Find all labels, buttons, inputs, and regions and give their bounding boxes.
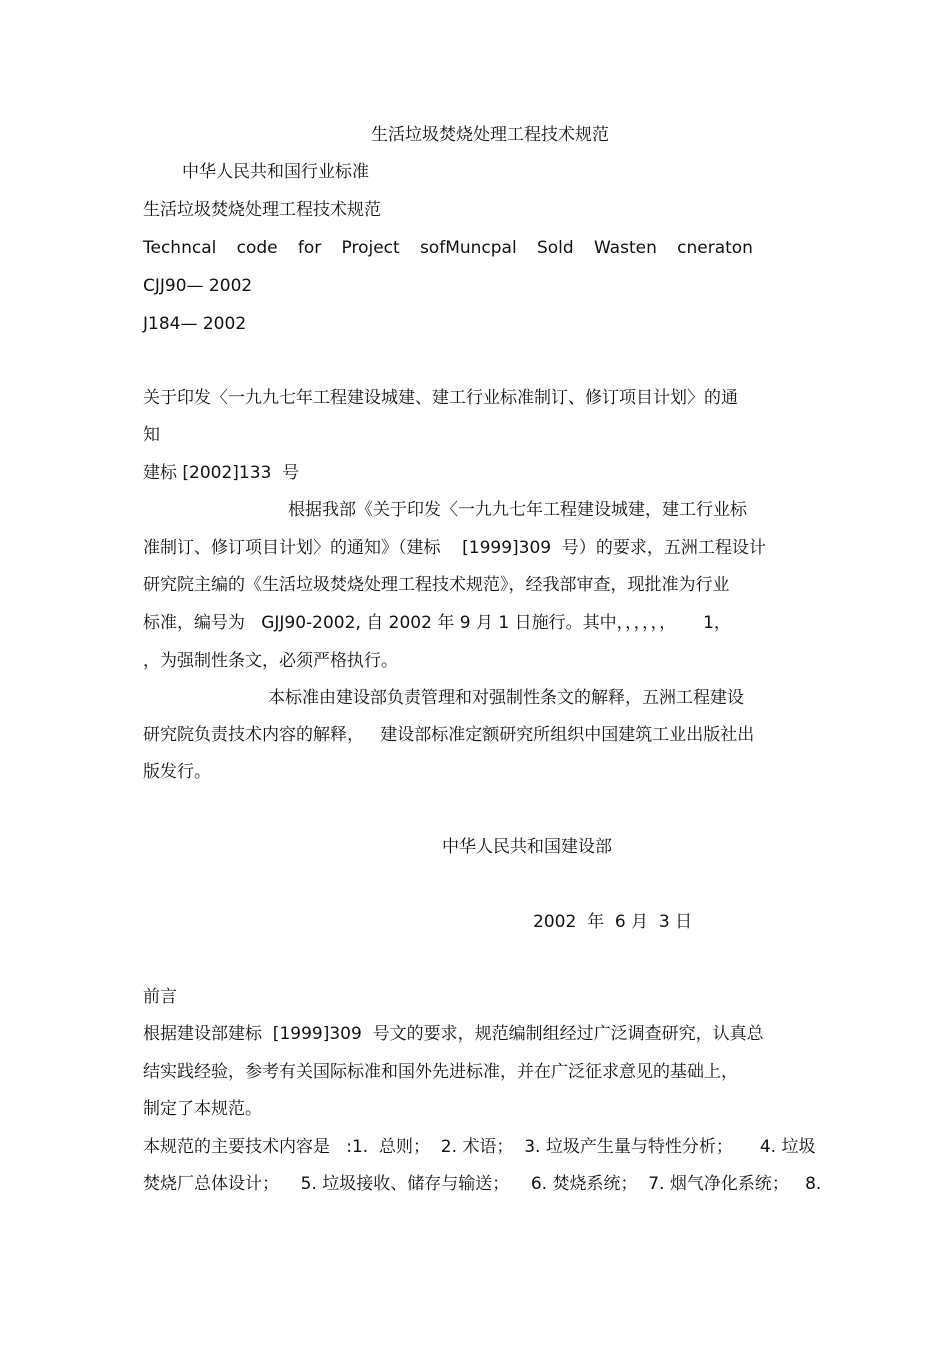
- notice-para-line: 准制订、修订项目计划〉的通知》（建标 [1999]309 号）的要求，五洲工程设计: [143, 538, 766, 558]
- en-word: Sold: [536, 238, 574, 258]
- notice-para-line: 研究院负责技术内容的解释， 建设部标准定额研究所组织中国建筑工业出版社出: [143, 725, 755, 745]
- preface-para-line: 焚烧厂总体设计； 5. 垃圾接收、储存与输送； 6. 焚烧系统； 7. 烟气净化系统； 8.: [143, 1174, 822, 1194]
- preface-para-line: 结实践经验，参考有关国际标准和国外先进标准，并在广泛征求意见的基础上，: [143, 1062, 738, 1082]
- preface-para-line: 制定了本规范。: [143, 1099, 262, 1119]
- notice-title-line: 关于印发〈一九九七年工程建设城建、建工行业标准制订、修订项目计划〉的通: [143, 388, 738, 408]
- en-word: for: [297, 238, 322, 258]
- en-word: cneraton: [677, 238, 753, 258]
- notice-issuer: 中华人民共和国建设部: [442, 837, 612, 857]
- preface-para-line: 根据建设部建标 [1999]309 号文的要求，规范编制组经过广泛调查研究，认真总: [143, 1024, 764, 1044]
- preface-para-line: 本规范的主要技术内容是 :1. 总则； 2. 术语； 3. 垃圾产生量与特性分析； 4. 垃圾: [143, 1137, 816, 1157]
- standard-cn-name: 生活垃圾焚烧处理工程技术规范: [143, 200, 381, 220]
- en-word: sofMuncpal: [419, 238, 517, 258]
- notice-para-line: 版发行。: [143, 762, 211, 782]
- en-word: Techncal: [143, 238, 217, 258]
- preface-heading: 前言: [143, 987, 177, 1007]
- notice-para-line: 标准，编号为 GJJ90-2002, 自 2002 年 9 月 1 日施行。其中，，，，，， 1，: [143, 613, 731, 633]
- standard-category: 中华人民共和国行业标准: [182, 162, 369, 182]
- notice-para-line: 研究院主编的《生活垃圾焚烧处理工程技术规范》，经我部审查，现批准为行业: [143, 575, 730, 595]
- record-code: J184— 2002: [143, 314, 247, 334]
- notice-date: 2002 年 6 月 3 日: [533, 912, 693, 932]
- document-title: 生活垃圾焚烧处理工程技术规范: [371, 125, 609, 145]
- notice-para-line: 根据我部《关于印发〈一九九七年工程建设城建，建工行业标: [288, 500, 747, 520]
- notice-para-line: 本标准由建设部负责管理和对强制性条文的解释，五洲工程建设: [268, 688, 744, 708]
- notice-doc-number: 建标 [2002]133 号: [143, 463, 300, 483]
- standard-code: CJJ90— 2002: [143, 276, 253, 296]
- en-word: code: [236, 238, 278, 258]
- notice-title-line: 知: [143, 425, 160, 445]
- en-word: Project: [341, 238, 400, 258]
- standard-en-name: [143, 237, 753, 259]
- en-word: Wasten: [593, 238, 657, 258]
- notice-para-line: ，为强制性条文，必须严格执行。: [143, 651, 398, 671]
